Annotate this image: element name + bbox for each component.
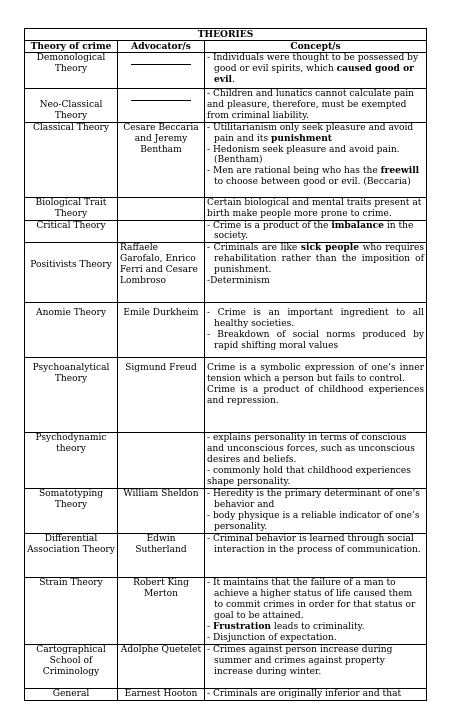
concept-item: Certain biological and mental traits present at birth make people more prone to crime.	[207, 197, 422, 219]
table-row	[25, 220, 427, 243]
theory-name: Psychoanalytical Theory	[32, 363, 110, 385]
concept-item: - Disjunction of expectation.	[207, 632, 337, 643]
theory-name: Critical Theory	[36, 220, 106, 231]
theory-cell	[25, 303, 118, 358]
theory-name: Differential Association Theory	[27, 534, 115, 556]
advocator-cell	[118, 534, 205, 578]
header-row	[25, 41, 427, 53]
concept-cell	[205, 303, 427, 358]
theory-cell	[25, 578, 118, 645]
advocator-name: Adolphe Quetelet	[120, 645, 202, 656]
table-row	[25, 122, 427, 197]
header-theory: Theory of crime	[25, 41, 118, 53]
concept-item: - It maintains that the failure of a man to achieve a higher status of life caused them to commit crimes in order for that status or goal to be attained.	[207, 578, 416, 622]
concept-item: - Criminals are like sick people who requires rehabilitation rather than the imposition of punishment.	[207, 242, 425, 276]
advocator-cell	[118, 243, 205, 303]
concept-cell	[205, 358, 427, 433]
advocator-cell	[118, 197, 205, 220]
advocator-name: William Sheldon	[123, 489, 199, 500]
table-row	[25, 433, 427, 489]
concept-cell	[205, 197, 427, 220]
concept-item: - Criminal behavior is learned through social interaction in the process of communication.	[207, 534, 421, 556]
table-row	[25, 578, 427, 645]
advocator-cell	[118, 645, 205, 689]
table-row	[25, 534, 427, 578]
advocator-name: Earnest Hooton	[124, 689, 198, 700]
concept-cell	[205, 489, 427, 534]
theory-cell	[25, 89, 118, 123]
theory-cell	[25, 197, 118, 220]
table-row	[25, 645, 427, 689]
concept-item: - Utilitarianism only seek pleasure and avoid pain and its punishment	[207, 122, 414, 144]
theory-cell	[25, 534, 118, 578]
advocator-name: Robert King Merton	[133, 578, 189, 600]
concept-item: - Hedonism seek pleasure and avoid pain. (Bentham)	[207, 144, 400, 166]
advocator-cell	[118, 53, 205, 89]
theory-name: Positivists Theory	[30, 260, 112, 271]
theory-cell	[25, 122, 118, 197]
concept-cell	[205, 534, 427, 578]
advocator-cell	[118, 689, 205, 701]
advocator-name: Cesare Beccaria and Jeremy Bentham	[123, 122, 199, 155]
concept-cell	[205, 89, 427, 123]
theory-name: Somatotyping Theory	[38, 489, 104, 511]
theory-name: Classical Theory	[32, 122, 110, 133]
table-row	[25, 689, 427, 701]
concept-cell	[205, 433, 427, 489]
advocator-cell	[118, 489, 205, 534]
theory-name: Cartographical School of Criminology	[36, 645, 106, 678]
concept-cell	[205, 122, 427, 197]
advocator-cell	[118, 303, 205, 358]
advocator-cell	[118, 122, 205, 197]
table-title: THEORIES	[25, 29, 427, 41]
concept-item: - commonly hold that childhood experiences shape personality.	[207, 466, 411, 487]
table-row	[25, 358, 427, 433]
theory-cell	[25, 689, 118, 701]
table-row	[25, 53, 427, 89]
concept-item: - Crime is a product of the imbalance in the society.	[207, 220, 414, 242]
theory-name: General	[52, 689, 90, 700]
table-row	[25, 197, 427, 220]
table-row	[25, 303, 427, 358]
table-row	[25, 489, 427, 534]
theory-cell	[25, 433, 118, 489]
theory-cell	[25, 243, 118, 303]
advocator-name: Emile Durkheim	[123, 308, 199, 319]
theory-name: Anomie Theory	[36, 308, 106, 319]
theory-name: Neo-Classical Theory	[39, 99, 103, 121]
theory-cell	[25, 358, 118, 433]
table-title-row	[25, 29, 427, 41]
theory-cell	[25, 645, 118, 689]
theory-name: Strain Theory	[39, 578, 103, 589]
concept-cell	[205, 578, 427, 645]
theory-name: Demonological Theory	[36, 53, 106, 74]
theories-table	[24, 28, 427, 701]
concept-item: - Breakdown of social norms produced by rapid shifting moral values	[207, 330, 425, 352]
concept-cell	[205, 645, 427, 689]
advocator-cell	[118, 433, 205, 489]
theory-cell	[25, 489, 118, 534]
advocator-cell	[118, 578, 205, 645]
table-row	[25, 89, 427, 123]
concept-item: - Men are rational being who has the freewill to choose between good or evil. (Beccaria)	[207, 165, 420, 188]
theory-cell	[25, 220, 118, 243]
advocator-cell	[118, 89, 205, 123]
concept-item: - Heredity is the primary determinant of one’s behavior and	[207, 489, 420, 511]
advocator-cell	[118, 220, 205, 243]
concept-item: - Individuals were thought to be possessed by good or evil spirits, which caused good or evil.	[207, 53, 419, 85]
header-advocator: Advocator/s	[118, 41, 205, 53]
concept-item: - Crimes against person increase during summer and crimes against property increase during winter.	[207, 645, 393, 678]
concept-cell	[205, 243, 427, 303]
advocator-name: Edwin Sutherland	[135, 534, 187, 556]
header-concepts: Concept/s	[205, 41, 427, 53]
concept-item: - Children and lunatics cannot calculate pain and pleasure, therefore, must be exempted from criminal liability.	[207, 89, 415, 121]
blank-line	[131, 91, 191, 101]
blank-line	[131, 55, 191, 65]
advocator-name: Raffaele Garofalo, Enrico Ferri and Cesare Lombroso	[120, 243, 198, 287]
concept-cell	[205, 53, 427, 89]
theory-name: Psychodynamic theory	[35, 433, 107, 455]
concept-cell	[205, 689, 427, 701]
concept-item: - body physique is a reliable indicator of one’s personality.	[207, 511, 420, 533]
theory-cell	[25, 53, 118, 89]
concept-item: Crime is a product of childhood experiences and repression.	[207, 385, 425, 407]
advocator-name: Sigmund Freud	[125, 363, 197, 374]
concept-item: - Criminals are originally inferior and that	[207, 689, 402, 700]
advocator-cell	[118, 358, 205, 433]
concept-cell	[205, 220, 427, 243]
concept-item: Crime is a symbolic expression of one’s inner tension which a person but fails to control.	[207, 363, 425, 385]
concept-item: - explains personality in terms of conscious and unconscious forces, such as unconscious desires and beliefs.	[207, 433, 415, 466]
concept-item: - Frustration leads to criminality.	[207, 620, 365, 632]
concept-item: -Determinism	[207, 276, 270, 287]
table-row	[25, 243, 427, 303]
concept-item: - Crime is an important ingredient to all healthy societies.	[207, 308, 425, 330]
theory-name: Biological Trait Theory	[35, 197, 107, 219]
